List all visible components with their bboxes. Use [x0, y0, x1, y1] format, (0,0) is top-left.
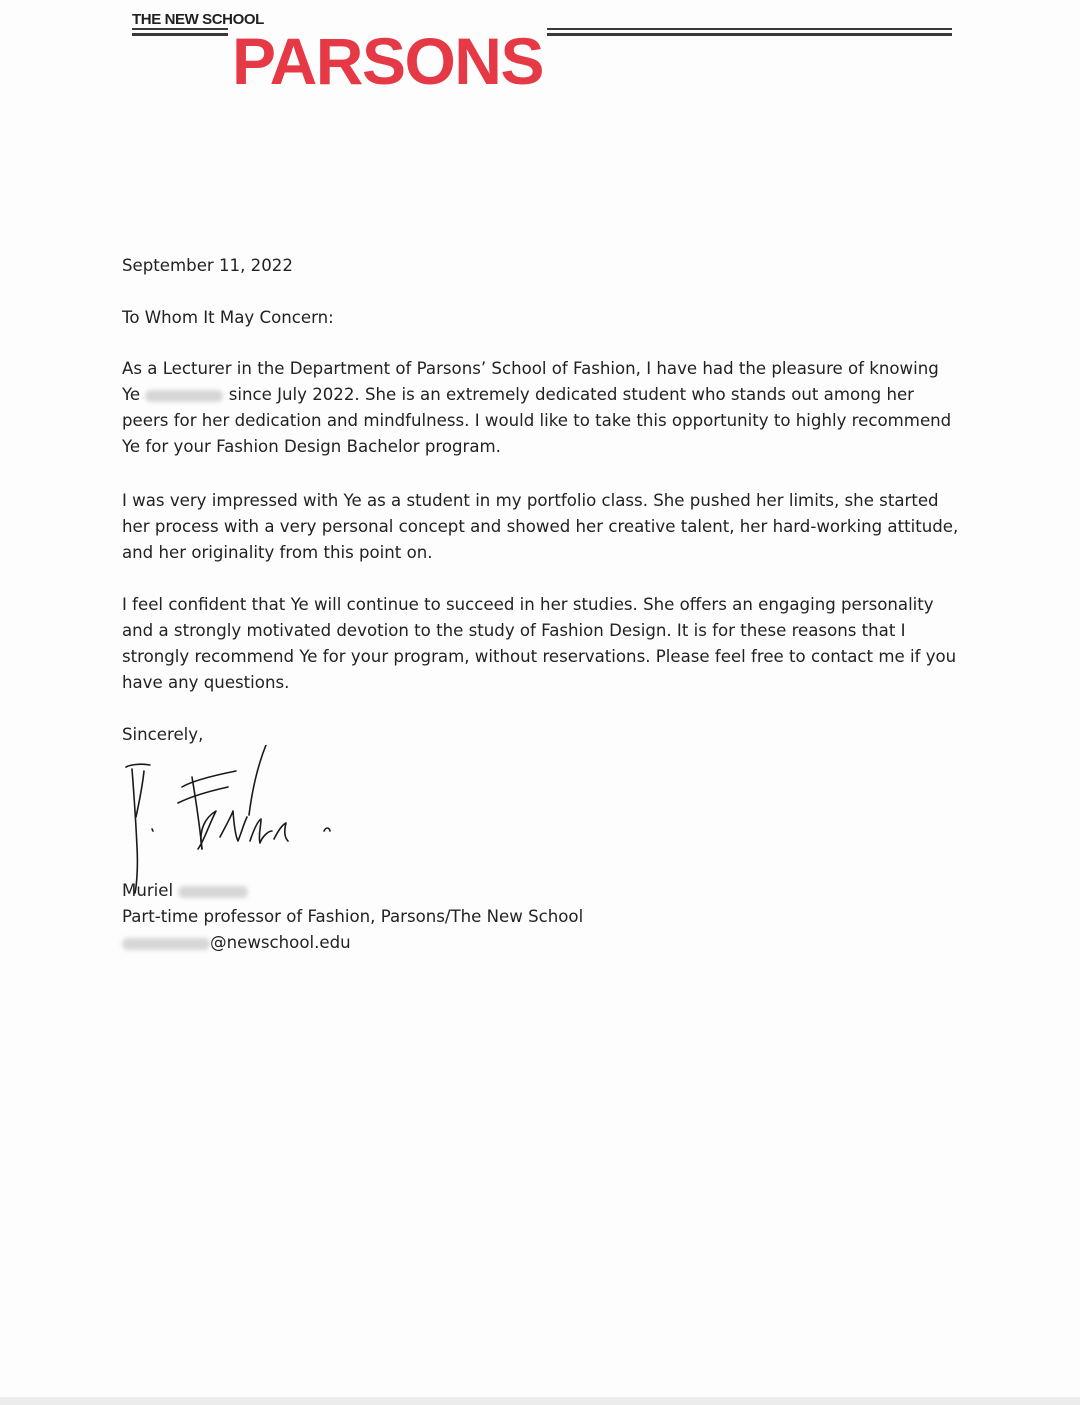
- letterhead-new-school: THE NEW SCHOOL: [132, 11, 264, 28]
- email-domain: @newschool.edu: [210, 933, 351, 952]
- paragraph-1-part-b: since July 2022. She is an extremely dedicated student who stands out among her peers for her dedication and mindfulness. I would like to take this opportunity to highly recommend Ye for your Fashion Design Bachelor program.: [122, 385, 952, 456]
- signer-first-name: Muriel: [122, 881, 174, 900]
- letter-salutation: To Whom It May Concern:: [122, 308, 334, 327]
- signer-name: [122, 878, 962, 904]
- signer-email: [122, 930, 962, 956]
- redacted-email-user: [122, 938, 210, 950]
- redacted-last-name: [178, 886, 248, 898]
- page-edge: [0, 1397, 1080, 1405]
- letter-closing: Sincerely,: [122, 725, 204, 744]
- redacted-surname: [145, 390, 223, 402]
- paragraph-1: [122, 356, 962, 460]
- signer-title: Part-time professor of Fashion, Parsons/The New School: [122, 907, 584, 926]
- paragraph-3: I feel confident that Ye will continue to succeed in her studies. She offers an engaging personality and a strongly motivated devotion to the study of Fashion Design. It is for these reasons that I strongly recommend Ye for your program, without reservations. Please feel free to contact me if you have any questions.: [122, 595, 957, 692]
- letter-date: September 11, 2022: [122, 256, 293, 275]
- paragraph-1-part-a: As a Lecturer in the Department of Parsons’ School of Fashion, I have had the pleasure of knowing Ye: [122, 359, 939, 404]
- letterhead-parsons-logo: PARSONS: [228, 28, 547, 94]
- paragraph-2: I was very impressed with Ye as a student in my portfolio class. She pushed her limits, she started her process with a very personal concept and showed her creative talent, her hard-working attitude, and her originality from this point on.: [122, 491, 959, 562]
